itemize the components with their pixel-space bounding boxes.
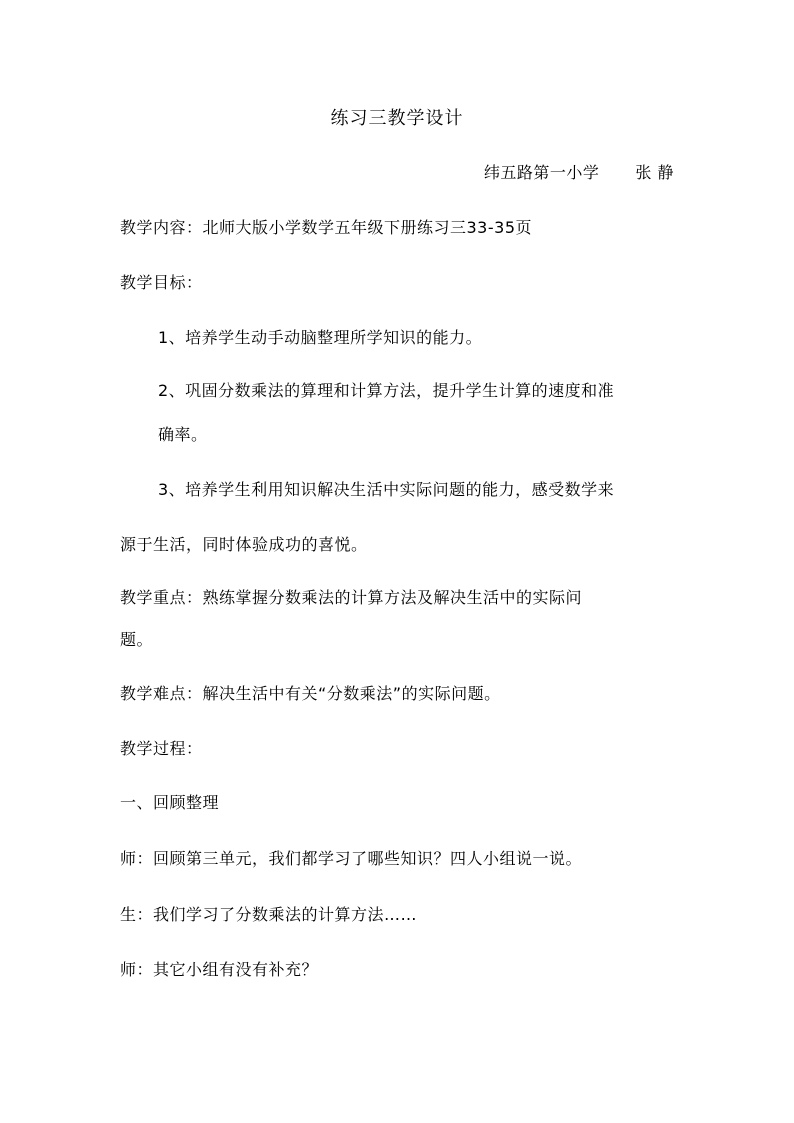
school-name: 纬五路第一小学 [483, 163, 600, 182]
objective-2-line-2: 确率。 [158, 425, 208, 444]
teaching-content: 教学内容：北师大版小学数学五年级下册练习三33-35页 [120, 218, 532, 237]
objective-1: 1、培养学生动手动脑整理所学知识的能力。 [158, 328, 483, 347]
dialog-teacher-1: 师：回顾第三单元，我们都学习了哪些知识？四人小组说一说。 [120, 849, 583, 868]
dialog-teacher-2: 师：其它小组有没有补充？ [120, 960, 319, 979]
objective-3-line-1: 3、培养学生利用知识解决生活中实际问题的能力，感受数学来 [158, 480, 615, 499]
section-review: 一、回顾整理 [120, 793, 220, 812]
document-title: 练习三教学设计 [330, 108, 464, 129]
objectives-heading: 教学目标： [120, 273, 203, 292]
objective-2-line-1: 2、巩固分数乘法的算理和计算方法，提升学生计算的速度和准 [158, 381, 615, 400]
teaching-difficulty: 教学难点：解决生活中有关“分数乘法”的实际问题。 [120, 684, 501, 703]
dialog-student-1: 生：我们学习了分数乘法的计算方法…… [120, 905, 418, 924]
objective-3-line-2: 源于生活，同时体验成功的喜悦。 [120, 535, 368, 554]
key-points-line-1: 教学重点：熟练掌握分数乘法的计算方法及解决生活中的实际问 [120, 588, 583, 607]
author-line [484, 163, 674, 183]
process-heading: 教学过程： [120, 739, 203, 758]
author-name: 张 静 [635, 163, 674, 182]
key-points-line-2: 题。 [120, 630, 154, 649]
